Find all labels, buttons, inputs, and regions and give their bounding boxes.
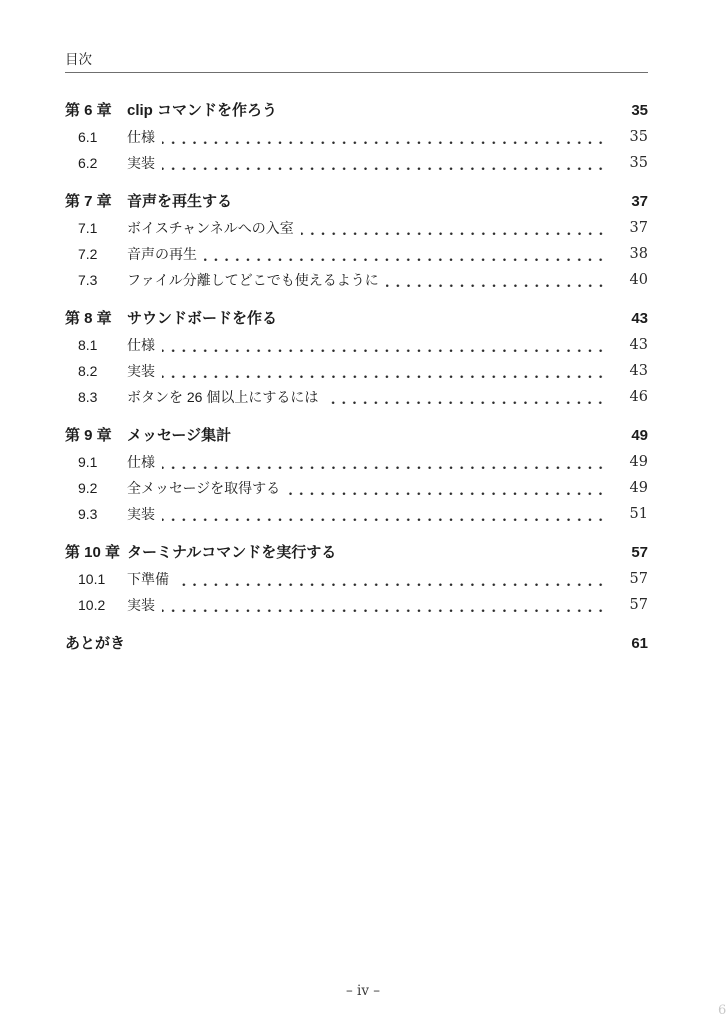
section-page-number: 46 [629,389,648,405]
dot-leader [162,501,606,527]
section-number: 6.1 [78,129,98,145]
dot-leader [162,592,606,618]
toc-entry[interactable] [65,267,648,293]
chapter-title: 音声を再生する [127,193,233,210]
toc-entry[interactable] [65,124,648,150]
chapter-page-number: 35 [631,102,648,119]
section-page-number: 40 [629,272,648,288]
chapter-page-number: 49 [631,427,648,444]
section-number: 7.1 [78,220,98,236]
chapter-number: 第 7 章 [65,193,112,210]
toc-entry[interactable] [65,358,648,384]
section-page-number: 57 [629,571,648,587]
dot-leader [301,215,606,241]
section-title: ボイスチャンネルへの入室 [127,220,294,236]
chapter-block [65,423,648,527]
chapter-page-number: 57 [631,544,648,561]
toc-entry[interactable] [65,384,648,410]
chapter-heading-row[interactable] [65,98,648,124]
section-number: 8.1 [78,337,98,353]
section-title: 仕様 [127,337,155,353]
chapter-title: clip コマンドを作ろう [127,102,278,119]
toc-list [65,98,648,657]
header-rule [65,72,648,73]
chapter-number: 第 10 章 [65,544,121,561]
toc-entry[interactable] [65,475,648,501]
section-page-number: 38 [629,246,648,262]
section-page-number: 49 [629,454,648,470]
chapter-heading-row[interactable] [65,189,648,215]
section-title: 実装 [127,363,155,379]
section-page-number: 35 [629,155,648,171]
chapter-page-number: 43 [631,310,648,327]
section-page-number: 51 [629,506,648,522]
section-number: 8.3 [78,389,98,405]
section-page-number: 37 [629,220,648,236]
section-title: 仕様 [127,454,155,470]
section-title: 実装 [127,597,155,613]
chapter-title: ターミナルコマンドを実行する [127,544,337,561]
running-head: 目次 [65,52,92,67]
section-title: 仕様 [127,129,155,145]
toc-entry[interactable] [65,150,648,176]
section-title: 下準備 [127,571,169,587]
chapter-title: メッセージ集計 [127,427,232,444]
section-page-number: 43 [629,363,648,379]
chapter-title: サウンドボードを作る [127,310,278,327]
section-page-number: 35 [629,129,648,145]
dot-leader [162,358,606,384]
chapter-heading-row[interactable] [65,306,648,332]
section-title: 実装 [127,155,155,171]
chapter-block [65,98,648,176]
chapter-number: 第 9 章 [65,427,112,444]
section-number: 10.1 [78,571,106,587]
toc-entry[interactable] [65,449,648,475]
dot-leader [386,267,606,293]
toc-entry[interactable] [65,215,648,241]
dot-leader [162,124,606,150]
section-number: 7.2 [78,246,98,262]
section-page-number: 49 [629,480,648,496]
chapter-page-number: 37 [631,193,648,210]
dot-leader [204,241,606,267]
chapter-number: 第 8 章 [65,310,112,327]
section-page-number: 57 [629,597,648,613]
page-edge-artifact: 6 [718,1003,726,1018]
chapter-block [65,631,648,657]
chapter-heading-row[interactable] [65,423,648,449]
chapter-number: あとがき [65,635,126,652]
toc-entry[interactable] [65,566,648,592]
section-number: 6.2 [78,155,98,171]
toc-entry[interactable] [65,501,648,527]
section-title: 音声の再生 [127,246,197,262]
chapter-heading-row[interactable] [65,540,648,566]
dot-leader [162,150,606,176]
dot-leader [287,475,606,501]
page-number-footer: – iv – [345,983,381,999]
section-number: 7.3 [78,272,98,288]
section-number: 9.2 [78,480,98,496]
dot-leader [325,384,606,410]
section-title: ファイル分離してどこでも使えるように [127,272,379,288]
section-title: 実装 [127,506,155,522]
chapter-page-number: 61 [631,635,648,652]
toc-entry[interactable] [65,241,648,267]
section-number: 10.2 [78,597,106,613]
section-title: 全メッセージを取得する [127,480,281,496]
section-number: 8.2 [78,363,98,379]
section-title: ボタンを 26 個以上にするには [127,389,319,405]
toc-entry[interactable] [65,332,648,358]
chapter-block [65,306,648,410]
dot-leader [162,449,606,475]
chapter-heading-row[interactable] [65,631,648,657]
chapter-block [65,189,648,293]
toc-entry[interactable] [65,592,648,618]
chapter-block [65,540,648,618]
section-number: 9.3 [78,506,98,522]
chapter-number: 第 6 章 [65,102,112,119]
section-page-number: 43 [629,337,648,353]
dot-leader [176,566,606,592]
page-content [65,52,648,657]
section-number: 9.1 [78,454,98,470]
dot-leader [162,332,606,358]
